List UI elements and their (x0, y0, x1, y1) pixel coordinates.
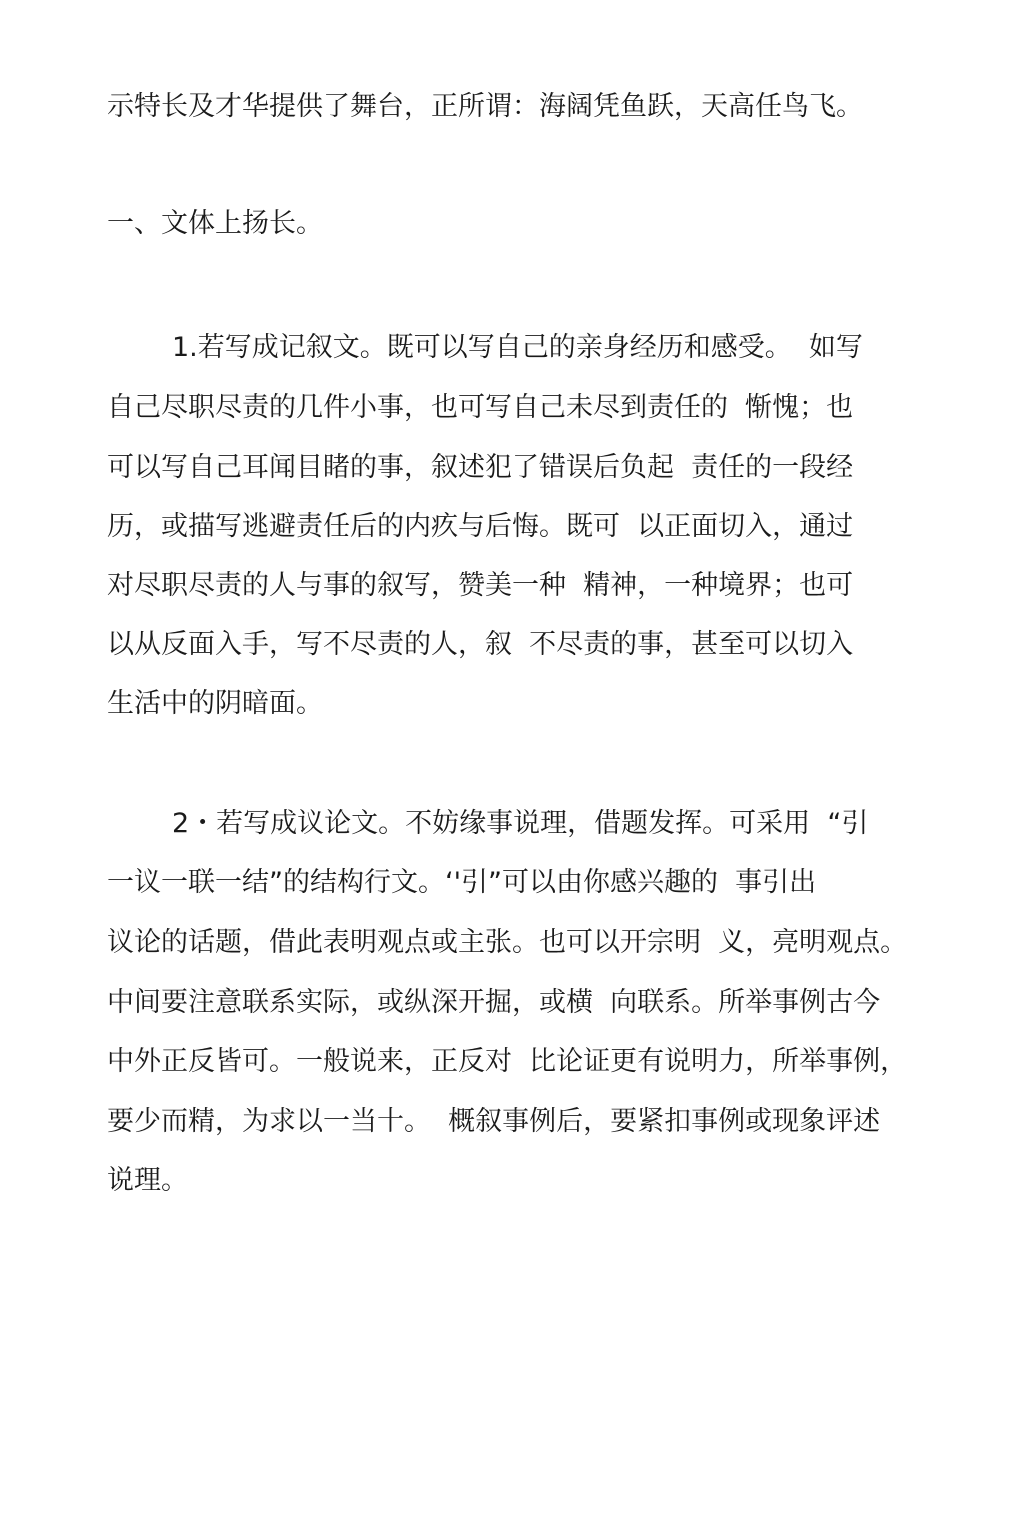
para-2-line-5: 中外正反皆可。一般说来，正反对 比论证更有说明力，所举事例， (107, 1046, 908, 1077)
para-1-line-2: 自己尽职尽责的几件小事，也可写自己未尽到责任的 惭愧；也 (107, 392, 854, 423)
para-1-line-5: 对尽职尽责的人与事的叙写，赞美一种 精神，一种境界；也可 (107, 570, 854, 601)
para-2-line-7: 说理。 (107, 1165, 188, 1196)
para-1-line-3: 可以写自己耳闻目睹的事，叙述犯了错误后负起 责任的一段经 (107, 452, 854, 483)
para-2-line-4: 中间要注意联系实际，或纵深开掘，或横 向联系。所举事例古今 (107, 987, 881, 1018)
heading-style-advantage: 一、文体上扬长。 (107, 208, 323, 239)
para-2-line-3: 议论的话题，借此表明观点或主张。也可以开宗明 义，亮明观点。 (107, 927, 908, 958)
para-1-line-6: 以从反面入手，写不尽责的人，叙 不尽责的事，甚至可以切入 (107, 629, 854, 660)
para-1-line-1: 1.若写成记叙文。既可以写自己的亲身经历和感受。 如写 (172, 332, 863, 363)
para-2-line-6: 要少而精，为求以一当十。 概叙事例后，要紧扣事例或现象评述 (107, 1106, 881, 1137)
para-2-line-1: 2・若写成议论文。不妨缘事说理，借题发挥。可采用 “引 (172, 808, 869, 839)
para-2-line-2: 一议一联一结”的结构行文。‘'引”可以由你感兴趣的 事引出 (107, 867, 817, 898)
para-1-line-7: 生活中的阴暗面。 (107, 688, 323, 719)
intro-line-1: 示特长及才华提供了舞台，正所谓：海阔凭鱼跃，天高任鸟飞。 (107, 91, 863, 122)
para-1-line-4: 历，或描写逃避责任后的内疚与后悔。既可 以正面切入，通过 (107, 511, 854, 542)
